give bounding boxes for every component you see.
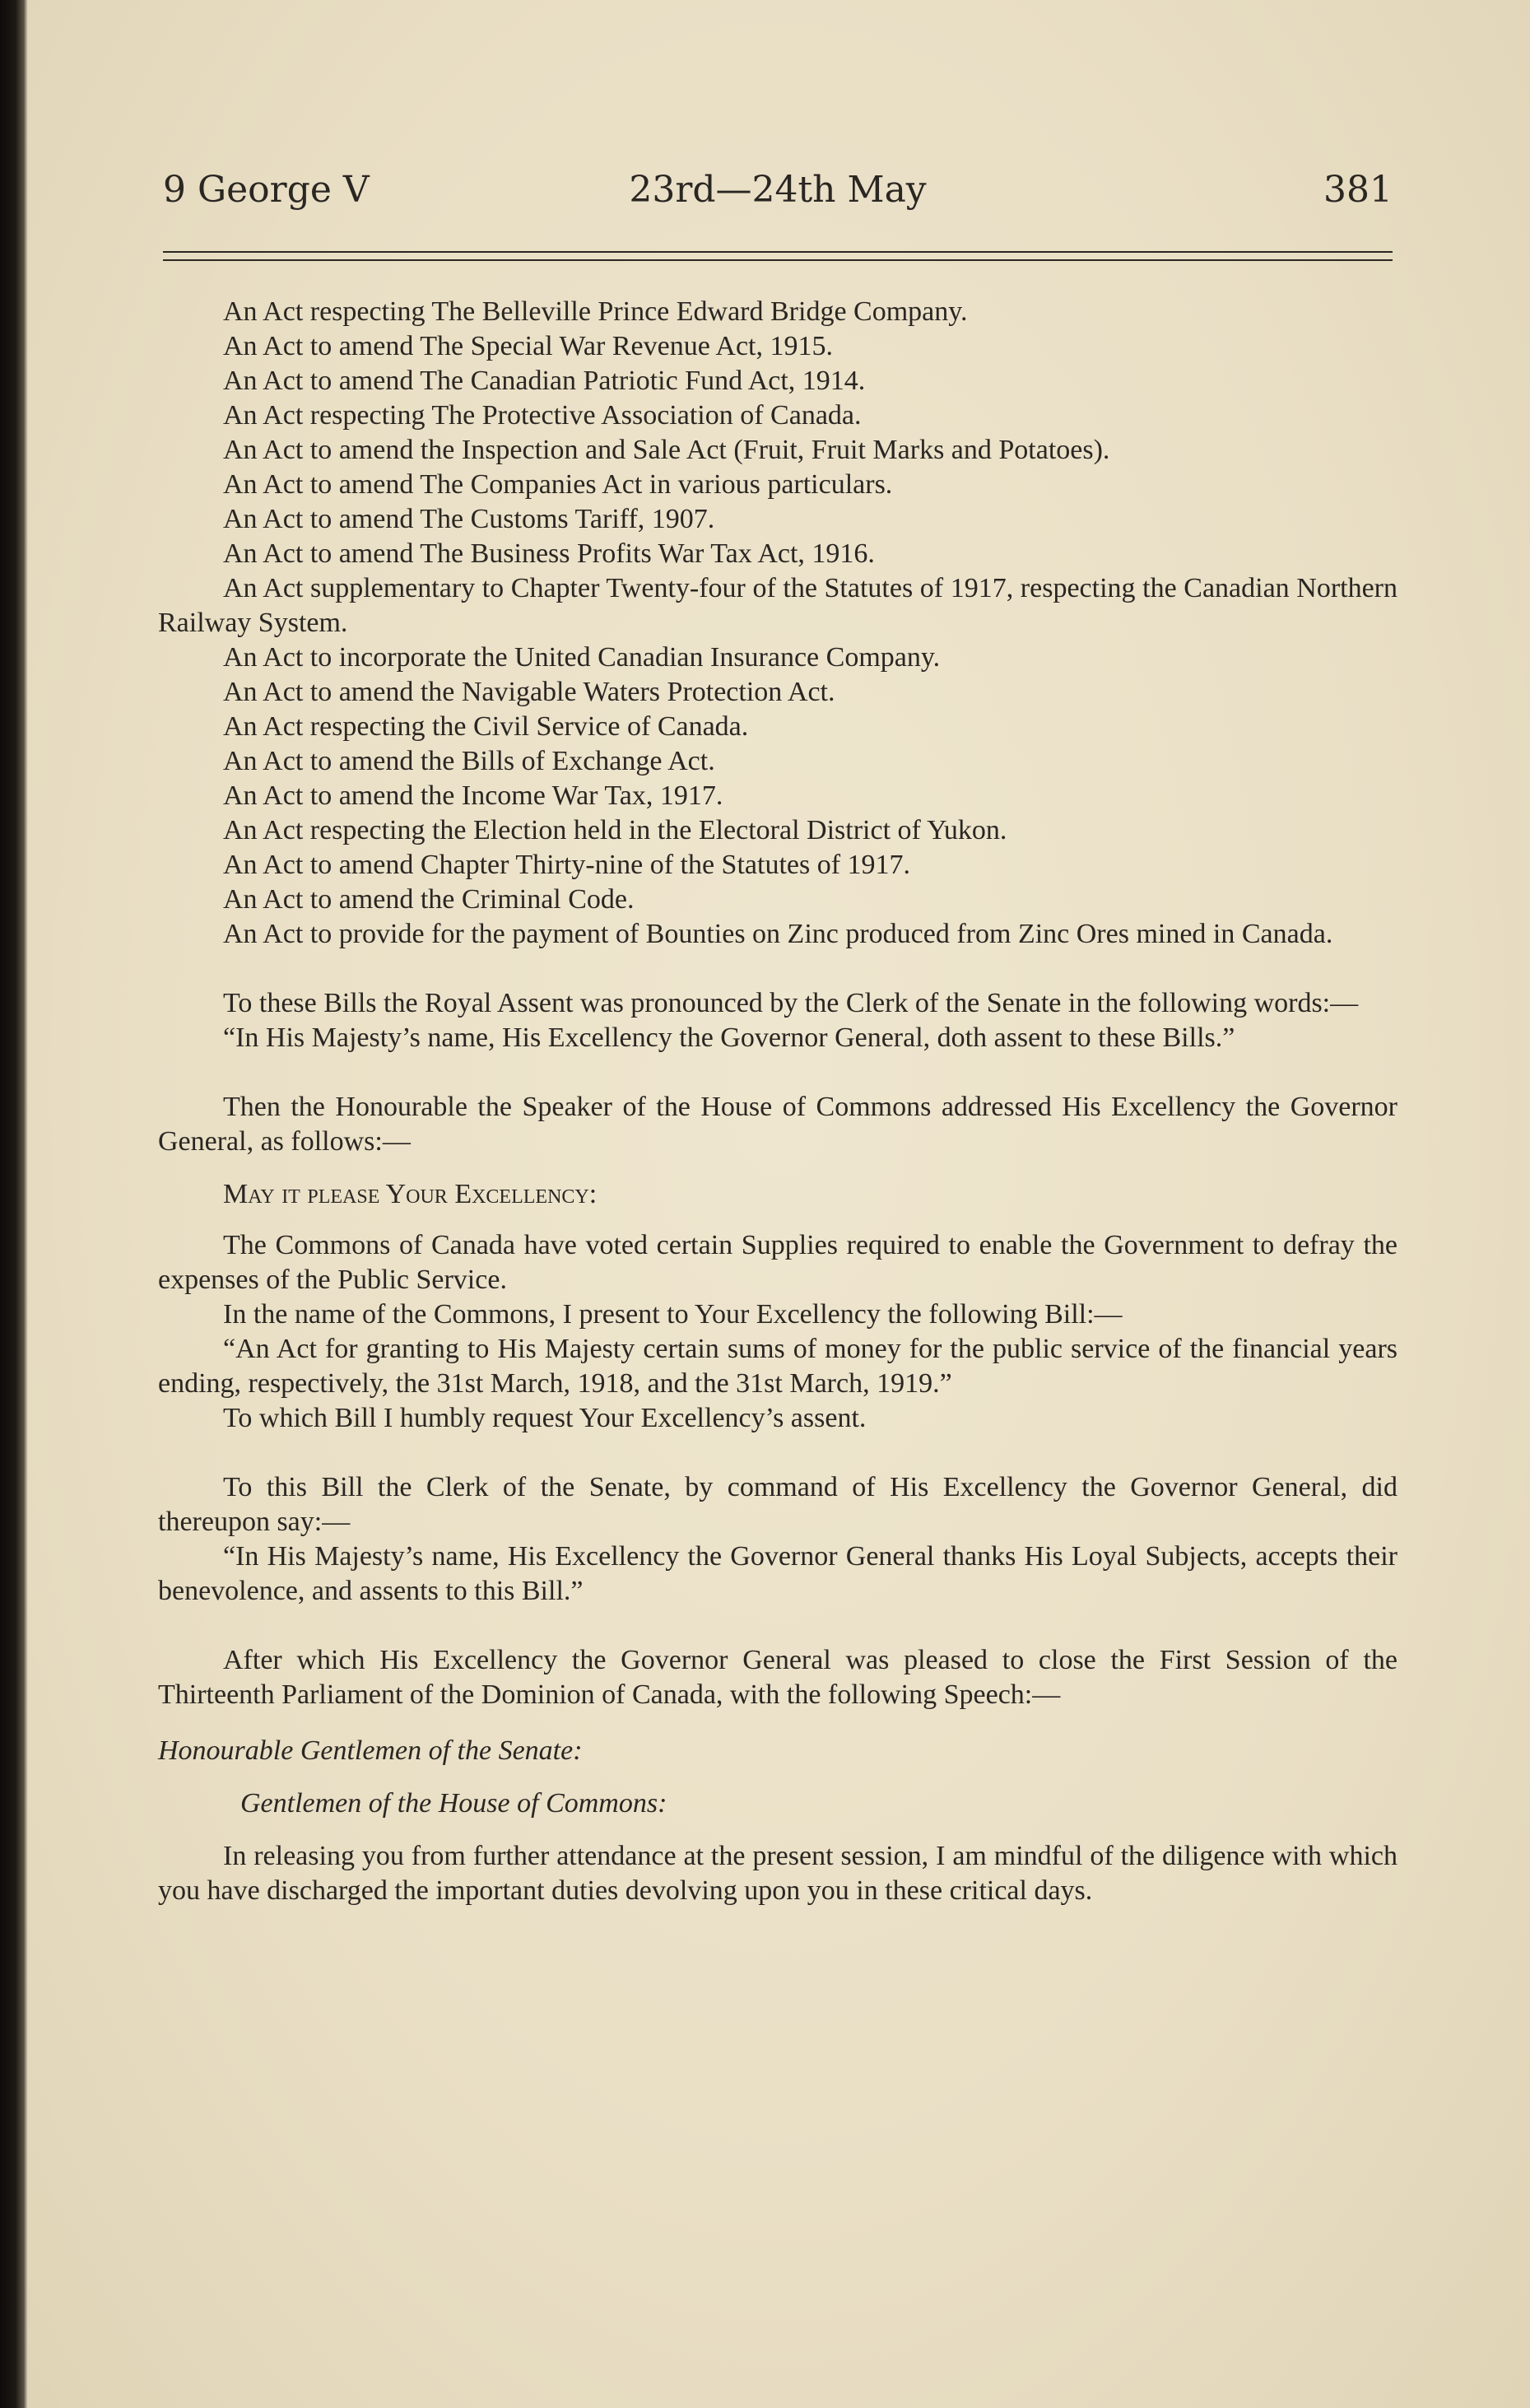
act-item: An Act to amend The Customs Tariff, 1907. <box>223 504 715 534</box>
header-date: 23rd—24th May <box>629 169 927 211</box>
header-regnal-year: 9 George V <box>163 169 370 211</box>
running-header <box>163 169 1393 218</box>
act-item: An Act supplementary to Chapter Twenty-four of the Statutes of 1917, respecting the Canadian Northern Railway System. <box>158 573 1397 638</box>
act-item: An Act respecting The Protective Association of Canada. <box>223 400 862 431</box>
act-item: An Act to amend The Special War Revenue Act, 1915. <box>223 331 833 361</box>
act-item: An Act to provide for the payment of Bounties on Zinc produced from Zinc Ores mined in Canada. <box>223 919 1333 949</box>
speaker-address-paragraph: In the name of the Commons, I present to Your Excellency the following Bill:— <box>223 1299 1123 1330</box>
speech-address-senate: Honourable Gentlemen of the Senate: <box>158 1735 583 1766</box>
act-item: An Act to amend the Inspection and Sale Act (Fruit, Fruit Marks and Potatoes). <box>223 435 1110 465</box>
act-item: An Act to amend The Business Profits War Tax Act, 1916. <box>223 538 875 569</box>
clerk-intro: To this Bill the Clerk of the Senate, by command of His Excellency the Governor General, did thereupon say:— <box>158 1472 1397 1537</box>
act-item: An Act to amend the Income War Tax, 1917. <box>223 780 723 811</box>
acts-list <box>158 295 1397 952</box>
act-item: An Act respecting the Election held in the Electoral District of Yukon. <box>223 815 1007 845</box>
speech-address-commons: Gentlemen of the House of Commons: <box>240 1788 667 1819</box>
clerk-quote: “In His Majesty’s name, His Excellency the Governor General thanks His Loyal Subjects, accepts their benevolence, and assents to this Bill.” <box>158 1541 1397 1606</box>
act-item: An Act to amend the Navigable Waters Protection Act. <box>223 677 835 707</box>
speaker-intro: Then the Honourable the Speaker of the House of Commons addressed His Excellency the Governor General, as follows:— <box>158 1092 1397 1157</box>
act-item: An Act to incorporate the United Canadian Insurance Company. <box>223 642 941 673</box>
act-item: An Act to amend The Companies Act in various particulars. <box>223 469 893 500</box>
header-rule-top <box>163 251 1393 253</box>
act-item: An Act respecting The Belleville Prince Edward Bridge Company. <box>223 296 968 327</box>
bill-title-quote: “An Act for granting to His Majesty certain sums of money for the public service of the financial years ending, respectively, the 31st March, 1918, and the 31st March, 1919.” <box>158 1334 1397 1399</box>
act-item: An Act to amend Chapter Thirty-nine of the Statutes of 1917. <box>223 850 911 880</box>
page-number: 381 <box>1323 169 1393 211</box>
royal-assent-intro: To these Bills the Royal Assent was pronounced by the Clerk of the Senate in the following words:— <box>223 988 1359 1018</box>
royal-assent-quote: “In His Majesty’s name, His Excellency the Governor General, doth assent to these Bills.” <box>223 1022 1235 1053</box>
speaker-address-paragraph: The Commons of Canada have voted certain Supplies required to enable the Government to defray the expenses of the Public Service. <box>158 1230 1397 1295</box>
header-rule-bottom <box>163 259 1393 261</box>
speaker-address-paragraph: To which Bill I humbly request Your Excellency’s assent. <box>223 1403 867 1433</box>
closing-paragraph: After which His Excellency the Governor General was pleased to close the First Session of the Thirteenth Parliament of the Dominion of Canada, with the following Speech:— <box>158 1645 1397 1710</box>
salutation: May it please Your Excellency: <box>223 1179 598 1209</box>
book-spine-shadow <box>0 0 28 2408</box>
page-body <box>158 295 1397 1908</box>
act-item: An Act to amend the Criminal Code. <box>223 884 635 915</box>
act-item: An Act to amend the Bills of Exchange Act. <box>223 746 715 776</box>
act-item: An Act respecting the Civil Service of Canada. <box>223 711 749 742</box>
speech-opening: In releasing you from further attendance at the present session, I am mindful of the diligence with which you have discharged the important duties devolving upon you in these critical days. <box>158 1841 1397 1906</box>
act-item: An Act to amend The Canadian Patriotic Fund Act, 1914. <box>223 366 866 396</box>
